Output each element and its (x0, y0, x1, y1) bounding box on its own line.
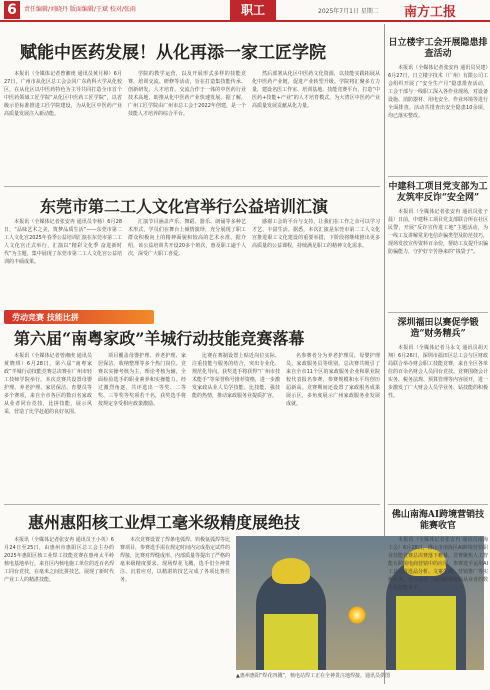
sidebar-headline-futian: 深圳福田以赛促学锻造“财务精兵” (397, 318, 479, 339)
article-divider (4, 186, 380, 187)
article-paragraph: 本报讯（全媒体记者张安冉 通讯员南海工会）6月28日，佛山市南海区AI跨境营销职业技能竞赛总决赛落下帷幕。竞赛聚焦人工智能在跨境电商营销中的应用，参赛选手运用AI工具完成选品分析、文案生成、营销推广等实操任务，充分展现了南海跨境电商从业者的数字化技能水平。 (388, 537, 488, 591)
article-paragraph: 本报讯（全媒体记者曾湘虔 通讯员黄晓琪）6月28日，第六届“南粤家政”羊城行动技能竞赛总决赛在广州市轻工技师学院举行。本次竞赛共设置母婴护理、养老护理、家居保洁、育婴员等多个赛项，来自全市各区的数百名家政从业者同台竞技，比拼技能，展示风采，营造了比学赶超的良好氛围。 (4, 353, 92, 415)
article-divider (388, 504, 488, 505)
article-paragraph: 本报讯（全媒体记者曾湘虔 通讯员黄月樟）6月27日，广州市从化区总工会会同广东药科大学从化校区，在从化区以中医药特色为主导共同打造全市首个中医药领域工匠学院“从化区中医药工匠学院”，以省级示范标准推进工匠学院建设，为从化区中医药产业高质量发展注入新动能。 (4, 71, 122, 117)
welding-spark (348, 606, 366, 624)
article-body-col2 (98, 352, 186, 500)
sidebar-headline-cscec: 中建科工项目党支部为工友筑牢反诈“安全网” (388, 182, 488, 203)
article-body-col1 (4, 536, 114, 684)
article-paragraph: 名参赛者分为养老护理员、母婴护理员、家政服务员等组别。总决赛共吸引了来自全市11个区的家政服务企业和职业院校代表报名参赛，参赛规模和水平均创历届新高。竞赛期间还设置了家政服务成果展示区，多角度展示广州家政服务业发展成就。 (286, 353, 380, 407)
article-body-col2 (120, 536, 230, 684)
article-paragraph: 本报讯（全媒体记者马永文 通讯员胡天翔）6月26日，深圳市福田区总工会与区财政局联合举办财会职工技能竞赛，来自全区各单位的百余名财会人员同台竞技。竞赛围绕会计实务、税务法规、预算管理等内容展开，进一步激发了广大财会人员学业务、钻技能的积极性。 (388, 345, 488, 399)
article-paragraph: 本报讯（全媒体记者张安冉 通讯员李杨）6月28日，“品味艺术之美，筑梦品质生活”——东莞市第二工人文化宫2025年春季公益培训汇演在东莞市第二工人文化宫正式举行，汇演以“精彩文化季 奋进新时代”为主题，集中展现了东莞市第二工人文化宫公益培训的丰硕成果。 (4, 219, 122, 265)
article-paragraph: 汇演节目涵盖声乐、舞蹈、器乐、朗诵等多种艺术形式，学员们在舞台上倾情演绎，充分展现了职工群众积极向上的精神面貌和较高的艺术水准。据介绍，该公益培训共开设20多个班次，惠及职工逾千人次，深受广大职工喜爱。 (128, 219, 246, 257)
section-banner-label: 劳动竞赛 技能比拼 (12, 313, 79, 322)
article-paragraph: 本报讯（全媒体记者张安冉 通讯员王小英）6月24日至25日，由惠州市惠阳区总工会主办的2025年惠阳区核工业焊工技能竞赛在惠州太平岭核电基地举行。来自区内核电施工单位的近百名焊工同台竞技，在毫米之间比拼技艺，展现了新时代产业工人的精湛技能。 (4, 537, 114, 583)
article-paragraph: 本报讯（全媒体记者张安冉 通讯员吴建）6月27日，日立楼宇技术（广州）有限公司工会组织开展了“安全生产月”隐患排查活动，工会干部与一线职工深入各作业现场，对设备设施、消防器材、用电安全、作业环境等进行全面排查。活动共排查出安全隐患10余项，均已落实整改。 (388, 65, 488, 119)
sidebar-body (388, 208, 488, 308)
article-headline-dongguan-training: 东莞市第二工人文化宫举行公益培训汇演 (40, 197, 329, 216)
safety-vest (264, 614, 318, 670)
issue-date: 2025年7月1日 星期二 (318, 8, 379, 15)
photo-caption: ▲惠州惠阳“焊花四溅”，核电站焊工正在全神贯注地焊接。通讯员供图 (236, 673, 391, 679)
article-body-col1 (4, 70, 122, 180)
article-headline-tcm-academy: 赋能中医药发展！从化再添一家工匠学院 (20, 43, 326, 63)
section-banner (4, 310, 154, 324)
article-divider (388, 312, 488, 313)
page-header (0, 0, 490, 22)
sidebar-body (388, 344, 488, 500)
newspaper-logo: 南方工报 (404, 5, 457, 20)
article-paragraph: 感谢工会的平台与支持，让我们在工作之余可以学习才艺、丰富生活。据悉，本次汇演是东莞市第二工人文化宫推进职工文化建设的重要举措，下阶段将继续推出更多高质量的公益课程，持续满足职工的精神文化需求。 (252, 219, 380, 249)
safety-helmet (272, 558, 310, 584)
editor-credits: 责任编辑/刘晓丹 版面编辑/王斌 校对/张雨 (24, 6, 136, 13)
article-body-col2 (128, 218, 246, 304)
article-paragraph: 项目覆盖母婴护理、养老护理、家居保洁、收纳整理等多个热门岗位。竞赛以实操考核为主，理论考核为辅，全面检验选手的职业素养和实操能力。经过激烈角逐，共评选出一等奖、二等奖、三等奖等奖项若干名，获奖选手将按规定享受相应政策激励。 (98, 353, 186, 407)
article-body-col4 (286, 352, 380, 500)
sidebar-body (388, 64, 488, 172)
sidebar-headline-nanhai: 佛山南海AI跨境营销技能赛收官 (391, 510, 485, 531)
sidebar-headline-hitachi: 日立楼宇工会开展隐患排查活动 (388, 38, 488, 59)
article-headline-welding-contest: 惠州惠阳核工业焊工毫米级精度展绝技 (28, 513, 301, 532)
article-body-col1 (4, 218, 122, 304)
article-divider (4, 504, 380, 505)
article-paragraph: 本报讯（全媒体记者张安冉 通讯员张子晨）日前，中建科工项目党支部联合所在社区民警，开展“反诈宣传进工地”主题活动，为一线工友讲解常见电信诈骗类型及防范技巧，现场发放宣传资料百余份，帮助工友提升识骗防骗能力，守护好辛苦挣来的“钱袋子”。 (388, 209, 488, 255)
article-body-col2 (128, 70, 246, 180)
article-body-col3 (192, 352, 280, 500)
article-paragraph: 本次竞赛设置了焊条电弧焊、钨极氩弧焊等比赛项目，参赛选手需在规定时间内完成指定试件的焊接，比赛对焊缝成形、内部质量等提出了严格的毫米级精度要求。现场焊花飞溅，选手们全神贯注、沉着应对，以精湛的技艺完成了各项比赛任务。 (120, 537, 230, 583)
article-body-col3 (252, 70, 380, 180)
article-body-col1 (4, 352, 92, 500)
article-paragraph: 学院的教学运营，以及开展形式多样的技能竞赛、培训交流、研修等活动，旨在打造集技能传承、创新研发、人才培育、交流合作于一体的中医药行业技术高地，助推从化中医药产业快速发展。据了解，广州工匠学院由广州市总工会于2022年创建，是一个技能人才培养的综合平台。 (128, 71, 246, 117)
article-divider (388, 176, 488, 177)
article-body-col3 (252, 218, 380, 304)
sidebar-body (388, 536, 488, 684)
article-paragraph: 比赛在赛制设置上贴近岗位实际，注重技能与服务的结合，突出专业化、规范化导向。获奖选手将获得“广州市技术能手”等荣誉称号推荐资格，进一步激发家政从业人员学技能、比技能、强技能的热情，推动家政服务业提质扩容。 (192, 353, 280, 399)
section-label: 职工 (230, 0, 276, 20)
article-paragraph: 然后部署从化区中医药文化资源，以技能实践拓展从化中医药产业链，促进产业转型升级。学院将汇聚多方力量，建设名医工作室、培训基地、技能竞赛平台，打造“中医药+技能+产业”的人才培育模式，为大湾区中医药产业高质量发展贡献从化力量。 (252, 71, 380, 109)
article-headline-domestic-service-contest: 第六届“南粤家政”羊城行动技能竞赛落幕 (14, 329, 305, 348)
page-number: 6 (4, 1, 20, 19)
